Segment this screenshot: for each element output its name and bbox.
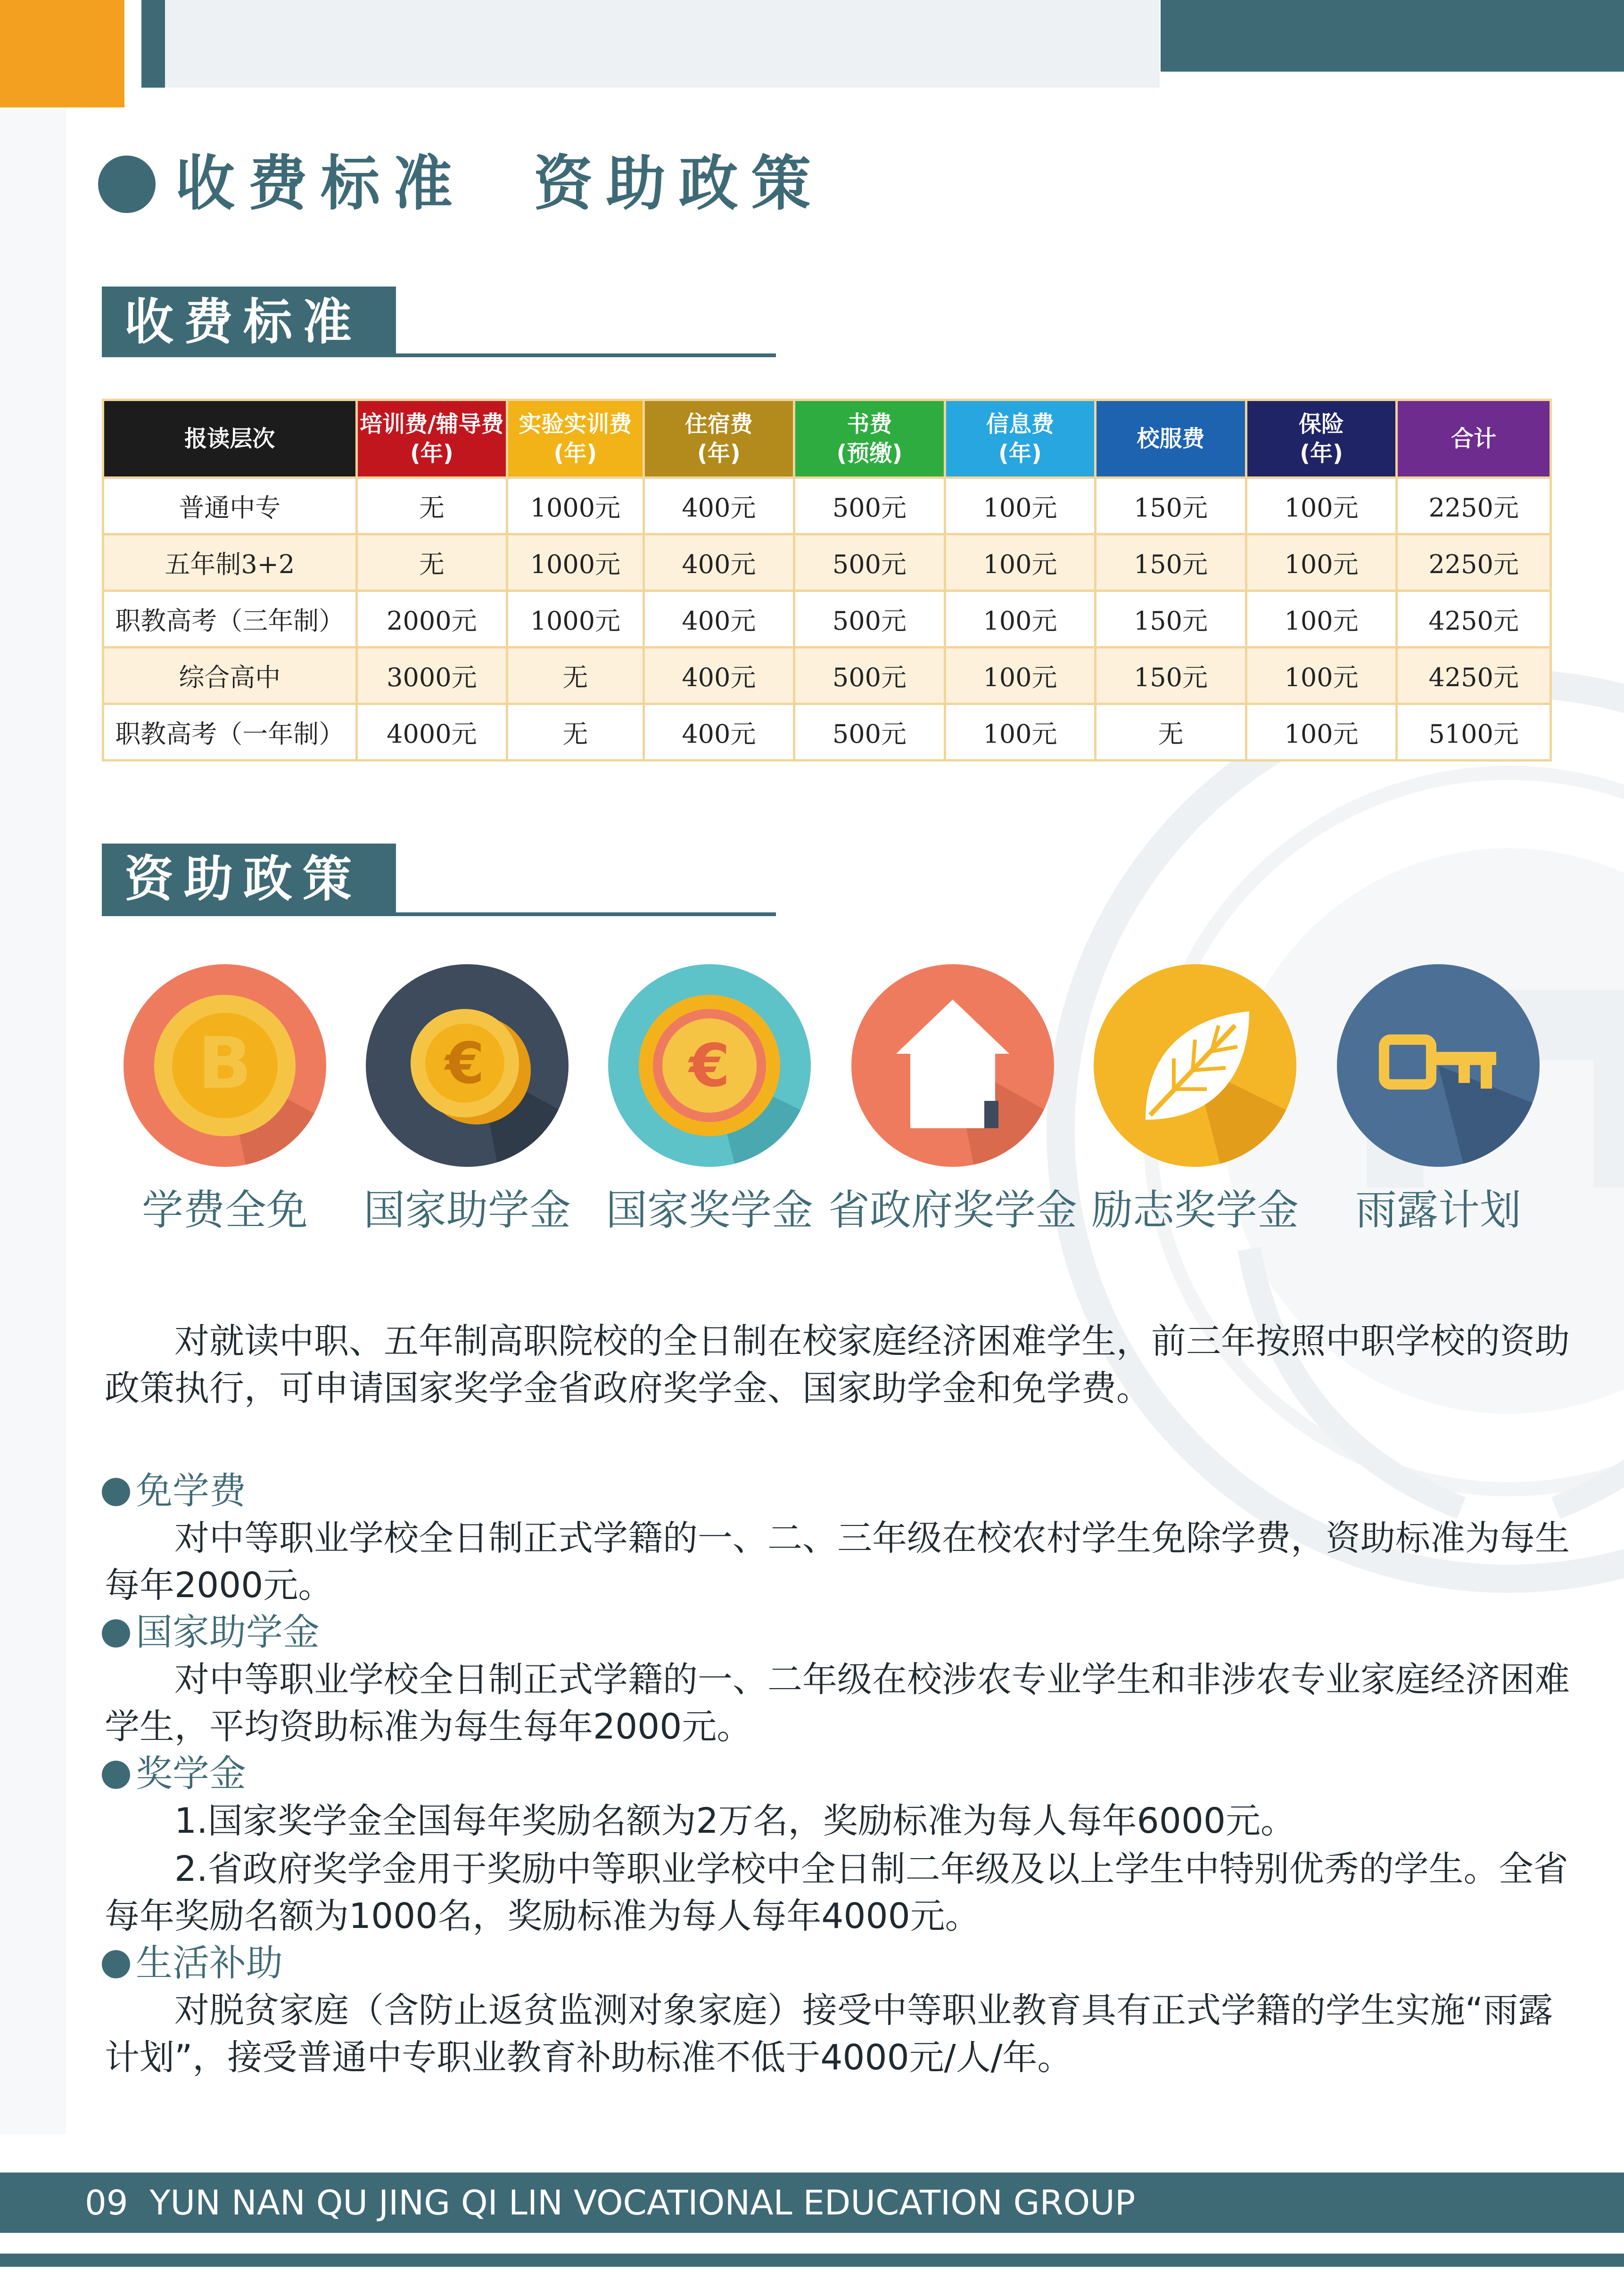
table-cell: 400元 (643, 534, 794, 591)
table-cell: 3000元 (356, 648, 507, 704)
top-corner-block (0, 0, 124, 107)
table-cell: 400元 (643, 591, 794, 648)
aid-section-underline (102, 912, 776, 916)
left-background-strip (0, 107, 66, 2134)
table-cell: 500元 (794, 704, 945, 761)
table-cell: 100元 (1246, 534, 1397, 591)
table-header-cell: 培训费/辅导费 (年) (356, 400, 507, 478)
table-header-cell: 书费 (预缴) (794, 400, 945, 478)
policy-heading-living-allowance (102, 1940, 283, 1987)
table-cell: 400元 (643, 704, 794, 761)
bullet-dot (102, 1950, 130, 1978)
bullet-dot (102, 1761, 130, 1789)
fee-table-header-row (103, 400, 1551, 478)
svg-text:€: € (689, 1032, 730, 1100)
table-row (103, 591, 1551, 648)
table-cell: 1000元 (507, 591, 643, 648)
table-row-label: 职教高考（三年制） (103, 591, 357, 648)
table-cell: 100元 (945, 534, 1096, 591)
table-row-label: 普通中专 (103, 478, 357, 534)
euro-coin-icon (608, 964, 811, 1167)
leaf-icon (1094, 964, 1296, 1167)
svg-text:€: € (445, 1031, 485, 1097)
policy-heading-tuition-free (102, 1468, 246, 1515)
fee-section-underline (102, 353, 776, 357)
table-header-cell: 校服费 (1096, 400, 1246, 478)
policy-text: 2.省政府奖学金用于奖励中等职业学校中全日制二年级及以上学生中特别优秀的学生。全省每年奖励名额为1000名，奖励标准为每人每年4000元。 (105, 1849, 1568, 1936)
table-cell: 150元 (1096, 591, 1246, 648)
table-cell: 1000元 (507, 478, 643, 534)
aid-label-tuition-free: 学费全免 (141, 1186, 308, 1234)
fee-table (102, 399, 1552, 762)
table-cell: 400元 (643, 478, 794, 534)
table-cell: 2000元 (356, 591, 507, 648)
table-header-cell: 实验实训费 (年) (507, 400, 643, 478)
table-cell: 100元 (945, 648, 1096, 704)
policy-title: 国家助学金 (136, 1611, 320, 1654)
bitcoin-coin-icon (124, 964, 326, 1167)
table-cell: 500元 (794, 648, 945, 704)
euro-coin-icon (366, 964, 569, 1167)
table-cell: 100元 (945, 478, 1096, 534)
bullet-dot (102, 1619, 130, 1648)
table-cell: 100元 (1246, 591, 1397, 648)
table-row (103, 534, 1551, 591)
aid-section-title: 资助政策 (102, 844, 396, 914)
heading-bullet-dot (98, 156, 156, 213)
top-accent-bar (141, 0, 165, 88)
table-cell: 无 (356, 478, 507, 534)
bullet-dot (102, 1478, 130, 1506)
table-cell: 500元 (794, 478, 945, 534)
footer-text (85, 2173, 1135, 2233)
table-cell: 4250元 (1397, 648, 1551, 704)
house-icon (851, 964, 1054, 1167)
table-header-cell: 合计 (1397, 400, 1551, 478)
policy-title: 奖学金 (136, 1753, 247, 1795)
policy-title: 生活补助 (136, 1942, 283, 1984)
table-cell: 150元 (1096, 534, 1246, 591)
policy-text: 对脱贫家庭（含防止返贫监测对象家庭）接受中等职业教育具有正式学籍的学生实施“雨露计划”，接受普通中专职业教育补助标准不低于4000元/人/年。 (105, 1990, 1553, 2078)
policy-title: 免学费 (136, 1470, 247, 1512)
policy-heading-national-grant (102, 1609, 320, 1656)
table-cell: 4250元 (1397, 591, 1551, 648)
table-cell: 2250元 (1397, 534, 1551, 591)
table-cell: 500元 (794, 534, 945, 591)
aid-label-national-grant: 国家助学金 (363, 1186, 571, 1234)
footer-thin-line (0, 2254, 1624, 2267)
table-header-cell: 保险 (年) (1246, 400, 1397, 478)
table-cell: 500元 (794, 591, 945, 648)
top-header-band (141, 0, 1160, 88)
intro-paragraph: 对就读中职、五年制高职院校的全日制在校家庭经济困难学生，前三年按照中职学校的资助政策执行，可申请国家奖学金省政府奖学金、国家助学金和免学费。 (105, 1321, 1570, 1409)
page-title: 收费标准 资助政策 (175, 149, 824, 218)
table-cell: 100元 (1246, 648, 1397, 704)
table-cell: 无 (507, 648, 643, 704)
table-cell: 4000元 (356, 704, 507, 761)
policy-text: 1.国家奖学金全国每年奖励名额为2万名，奖励标准为每人每年6000元。 (174, 1801, 1296, 1841)
aid-label-yulu-plan: 雨露计划 (1355, 1186, 1521, 1234)
table-row (103, 704, 1551, 761)
key-icon (1337, 964, 1540, 1167)
table-cell: 无 (1096, 704, 1246, 761)
table-row-label: 综合高中 (103, 648, 357, 704)
table-cell: 100元 (945, 704, 1096, 761)
table-cell: 150元 (1096, 478, 1246, 534)
table-row (103, 648, 1551, 704)
table-row-label: 五年制3+2 (103, 534, 357, 591)
table-cell: 5100元 (1397, 704, 1551, 761)
aid-label-provincial-scholarship: 省政府奖学金 (828, 1186, 1077, 1234)
policy-text: 对中等职业学校全日制正式学籍的一、二年级在校涉农专业学生和非涉农专业家庭经济困难学生，平均资助标准为每生每年2000元。 (105, 1659, 1570, 1747)
table-cell: 无 (507, 704, 643, 761)
table-cell: 400元 (643, 648, 794, 704)
table-cell: 100元 (1246, 704, 1397, 761)
footer-org-name: YUN NAN QU JING QI LIN VOCATIONAL EDUCATION GROUP (149, 2183, 1136, 2222)
policy-heading-scholarship (102, 1750, 246, 1797)
aid-label-national-scholarship: 国家奖学金 (605, 1186, 813, 1234)
table-header-cell: 信息费 (年) (945, 400, 1096, 478)
table-header-cell: 报读层次 (103, 400, 357, 478)
table-header-cell: 住宿费 (年) (643, 400, 794, 478)
table-row-label: 职教高考（一年制） (103, 704, 357, 761)
svg-text:B: B (198, 1023, 252, 1105)
table-cell: 无 (356, 534, 507, 591)
table-row (103, 478, 1551, 534)
table-cell: 100元 (945, 591, 1096, 648)
table-cell: 150元 (1096, 648, 1246, 704)
top-right-band (1161, 0, 1624, 72)
aid-label-inspirational-scholarship: 励志奖学金 (1091, 1186, 1299, 1234)
table-cell: 2250元 (1397, 478, 1551, 534)
table-cell: 1000元 (507, 534, 643, 591)
fee-section-title: 收费标准 (102, 287, 396, 357)
page-number: 09 (85, 2183, 128, 2222)
table-cell: 100元 (1246, 478, 1397, 534)
policy-text: 对中等职业学校全日制正式学籍的一、二、三年级在校农村学生免除学费，资助标准为每生每年2000元。 (105, 1518, 1570, 1606)
